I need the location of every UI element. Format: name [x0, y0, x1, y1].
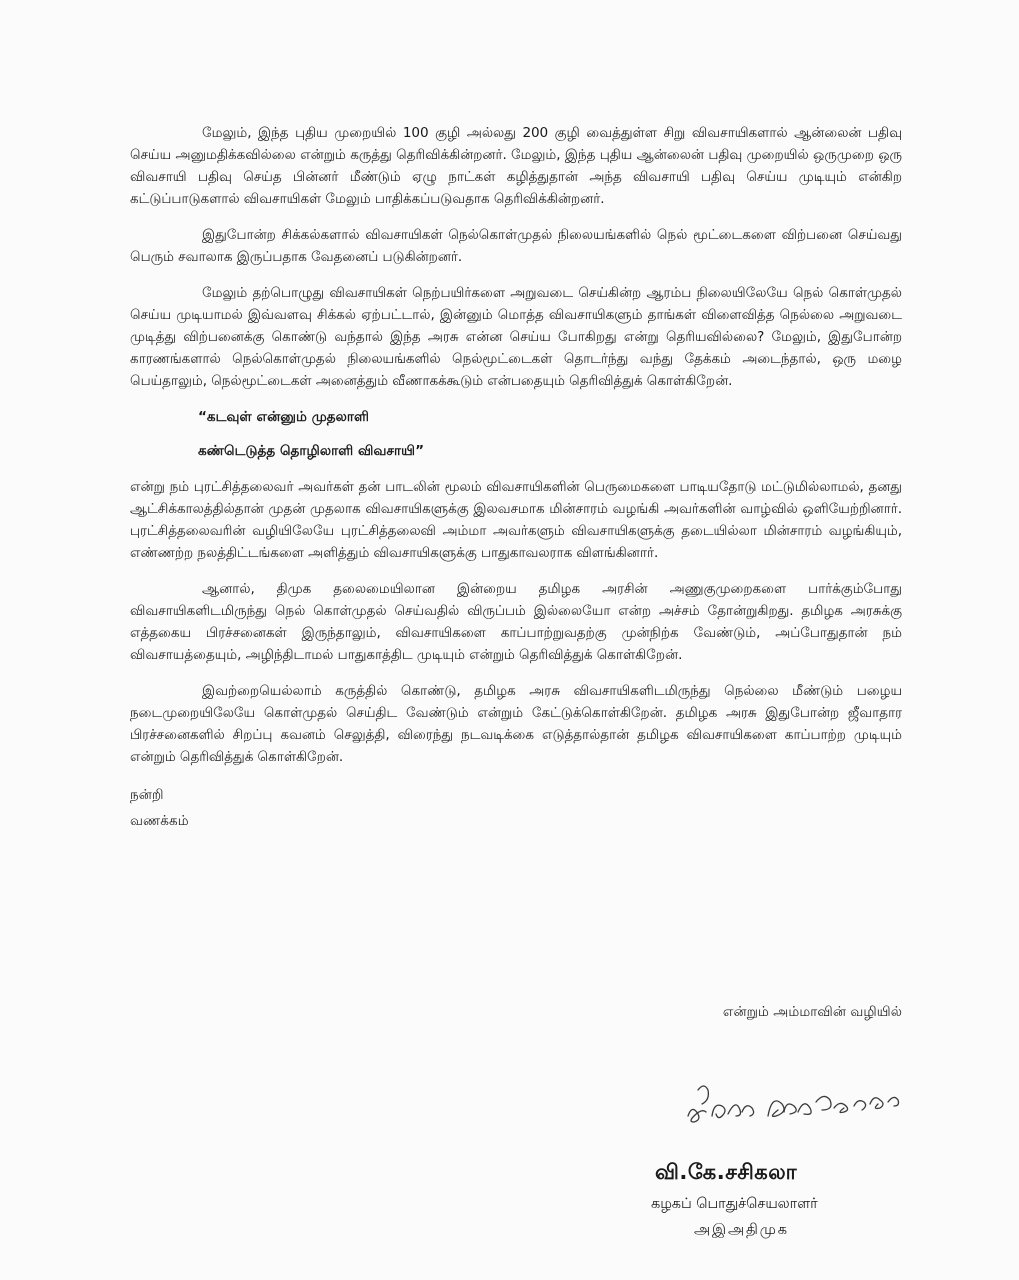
- signatory-title: கழகப் பொதுச்செயலாளர்: [651, 1196, 818, 1212]
- closing-line: என்றும் அம்மாவின் வழியில்: [722, 1004, 902, 1020]
- signatory-name: வி.கே.சசிகலா: [655, 1160, 798, 1184]
- letter-body: [130, 122, 902, 834]
- quote-line-2: கண்டெடுத்த தொழிலாளி விவசாயி”: [198, 443, 425, 459]
- paragraph-2: இதுபோன்ற சிக்கல்களால் விவசாயிகள் நெல்கொள்முதல் நிலையங்களில் நெல் மூட்டைகளை விற்பனை செய்வது பெரும் சவாலாக இருப்பதாக வேதனைப் படுகின்றனர்.: [130, 227, 902, 265]
- handwritten-signature: [684, 1072, 944, 1132]
- signatory-party: அஇஅதிமுக: [694, 1222, 789, 1238]
- paragraph-3: மேலும் தற்பொழுது விவசாயிகள் நெற்பயிர்களை அறுவடை செய்கின்ற ஆரம்ப நிலையிலேயே நெல் கொள்முதல் செய்ய முடியாமல் இவ்வளவு சிக்கல் ஏற்பட்டால், இன்னும் மொத்த விவசாயிகளும் தாங்கள் விளைவித்த நெல்லை அறுவடை முடித்து விற்பனைக்கு கொண்டு வந்தால் இந்த அரசு என்ன செய்ய போகிறது என்று தெரியவில்லை? மேலும், இதுபோன்ற காரணங்களால் நெல்கொள்முதல் நிலையங்களில் நெல்மூட்டைகள் தொடர்ந்து வந்து தேக்கம் அடைந்தால், ஒரு மழை பெய்தாலும், நெல்மூட்டைகள் அனைத்தும் வீணாகக்கூடும் என்பதையும் தெரிவித்துக் கொள்கிறேன்.: [130, 285, 902, 389]
- greeting-text: வணக்கம்: [130, 813, 189, 829]
- paragraph-6: இவற்றையெல்லாம் கருத்தில் கொண்டு, தமிழக அரசு விவசாயிகளிடமிருந்து நெல்லை மீண்டும் பழைய நடைமுறையிலேயே கொள்முதல் செய்திட வேண்டும் என்றும் கேட்டுக்கொள்கிறேன். தமிழக அரசு இதுபோன்ற ஜீவாதார பிரச்சனைகளில் சிறப்பு கவனம் செலுத்தி, விரைந்து நடவடிக்கை எடுத்தால்தான் தமிழக விவசாயிகளை காப்பாற்ற முடியும் என்றும் தெரிவித்துக் கொள்கிறேன்.: [130, 683, 902, 765]
- thanks-text: நன்றி: [130, 787, 164, 803]
- paragraph-5: ஆனால், திமுக தலைமையிலான இன்றைய தமிழக அரசின் அணுகுமுறைகளை பார்க்கும்போது விவசாயிகளிடமிருந்து நெல் கொள்முதல் செய்வதில் விருப்பம் இல்லையோ என்ற அச்சம் தோன்றுகிறது. தமிழக அரசுக்கு எத்தகைய பிரச்சனைகள் இருந்தாலும், விவசாயிகளை காப்பாற்றுவதற்கு முன்நிற்க வேண்டும், அப்போதுதான் நம் விவசாயத்தையும், அழிந்திடாமல் பாதுகாத்திட முடியும் என்றும் தெரிவித்துக் கொள்கிறேன்.: [130, 581, 902, 663]
- quote-line-1: “கடவுள் என்னும் முதலாளி: [198, 409, 370, 425]
- paragraph-1: மேலும், இந்த புதிய முறையில் 100 குழி அல்லது 200 குழி வைத்துள்ள சிறு விவசாயிகளால் ஆன்லைன் பதிவு செய்ய அனுமதிக்கவில்லை என்றும் கருத்து தெரிவிக்கின்றனர். மேலும், இந்த புதிய ஆன்லைன் பதிவு முறையில் ஒருமுறை ஒரு விவசாயி பதிவு செய்த பின்னர் மீண்டும் ஏழு நாட்கள் கழித்துதான் அந்த விவசாயி பதிவு செய்ய முடியும் என்கிற கட்டுப்பாடுகளால் விவசாயிகள் மேலும் பாதிக்கப்படுவதாக தெரிவிக்கின்றனர்.: [130, 125, 902, 207]
- paragraph-4: என்று நம் புரட்சித்தலைவர் அவர்கள் தன் பாடலின் மூலம் விவசாயிகளின் பெருமைகளை பாடியதோடு மட்டுமில்லாமல், தனது ஆட்சிக்காலத்தில்தான் முதன் முதலாக விவசாயிகளுக்கு இலவசமாக மின்சாரம் வழங்கி அவர்களின் வாழ்வில் ஒளியேற்றினார். புரட்சித்தலைவரின் வழியிலேயே புரட்சித்தலைவி அம்மா அவர்களும் விவசாயிகளுக்கு தடையில்லா மின்சாரம் வழங்கியும், எண்ணற்ற நலத்திட்டங்களை அளித்தும் விவசாயிகளுக்கு பாதுகாவலராக விளங்கினார்.: [130, 479, 902, 561]
